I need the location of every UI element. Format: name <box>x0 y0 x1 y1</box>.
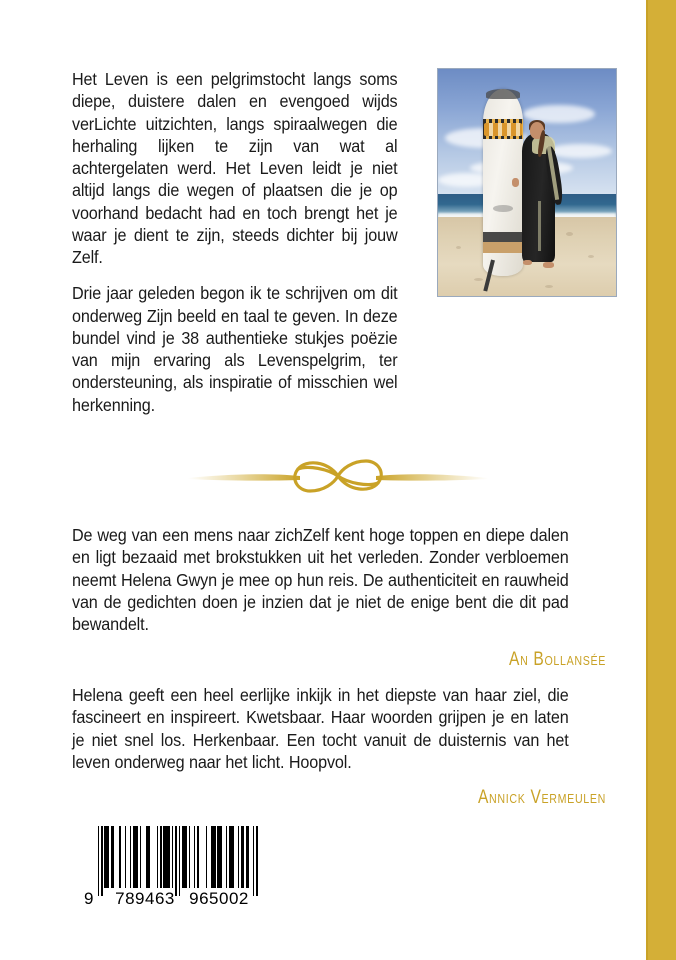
surfboard-stripe-inner <box>484 123 521 135</box>
author-photo-image <box>438 69 616 296</box>
intro-paragraph-2: Drie jaar geleden begon ik te schrijven om dit onderweg Zijn beeld en taal te geven. In deze bundel vind je 38 authentieke stukjes poëzie van mijn ervaring als Levenspelgrim, ter ondersteuning, als inspiratie of misschien wel herkenning. <box>72 283 398 415</box>
surfboard-tail-band <box>483 242 524 253</box>
barcode-prefix-digit: 9 <box>84 889 94 908</box>
surfer-leg-stripe <box>538 201 542 251</box>
intro-paragraph-1: Het Leven is een pelgrimstocht langs soms diepe, duistere dalen en evengoed wijds verLichte uitzichten, langs spiraalwegen die herhaling lijken te zijn van wat al achtergelaten werd. Het Leven leidt je niet altijd langs die wegen of plaatsen die je op voorhand bedacht had en toch brengt het je waar je dient te zijn, steeds dichter bij jouw Zelf. <box>72 69 398 268</box>
testimonial-2-author: Annick Vermeulen <box>477 787 606 809</box>
testimonial-2 <box>72 684 606 809</box>
testimonial-1-author: An Bollansée <box>509 649 606 671</box>
surfboard-tail-stripe <box>483 232 524 241</box>
infinity-knot-ornament <box>188 445 488 507</box>
photo-sand-speck <box>588 255 594 258</box>
testimonial-1 <box>72 524 606 671</box>
intro-text-block <box>72 68 422 416</box>
surfer-hand <box>512 178 519 187</box>
barcode-digits <box>84 888 260 910</box>
testimonial-2-text: Helena geeft een heel eerlijke inkijk in het diepste van haar ziel, die fascineert en inspireert. Kwetsbaar. Haar woorden grijpen je en laten je niet snel los. Herkenbaar. Een tocht vanuit de duisternis van het leven onderweg naar het licht. Hoopvol. <box>72 685 569 772</box>
photo-sand-speck <box>545 285 553 288</box>
barcode-right-group: 965002 <box>189 889 249 908</box>
testimonial-1-text: De weg van een mens naar zichZelf kent hoge toppen en diepe dalen en ligt bezaaid met brokstukken uit het verleden. Zonder verbloemen neemt Helena Gwyn je mee op hun reis. De authenticiteit en rauwheid van de gedichten doen je inzien dat je niet de enige bent die dit pad bewandelt. <box>72 525 569 635</box>
surfer-foot <box>543 262 554 268</box>
photo-sand-speck <box>474 278 483 281</box>
isbn-barcode <box>84 826 260 922</box>
photo-cloud <box>548 144 612 158</box>
surfboard-logo <box>493 205 513 212</box>
barcode-bars <box>84 826 260 896</box>
barcode-left-group: 789463 <box>115 889 175 908</box>
surfboard-nose <box>486 89 520 98</box>
gold-spine-band <box>648 0 676 960</box>
photo-sand-speck <box>456 246 461 249</box>
barcode-bar <box>256 826 258 896</box>
barcode-quiet-zone <box>84 826 98 896</box>
author-photo <box>437 68 617 297</box>
